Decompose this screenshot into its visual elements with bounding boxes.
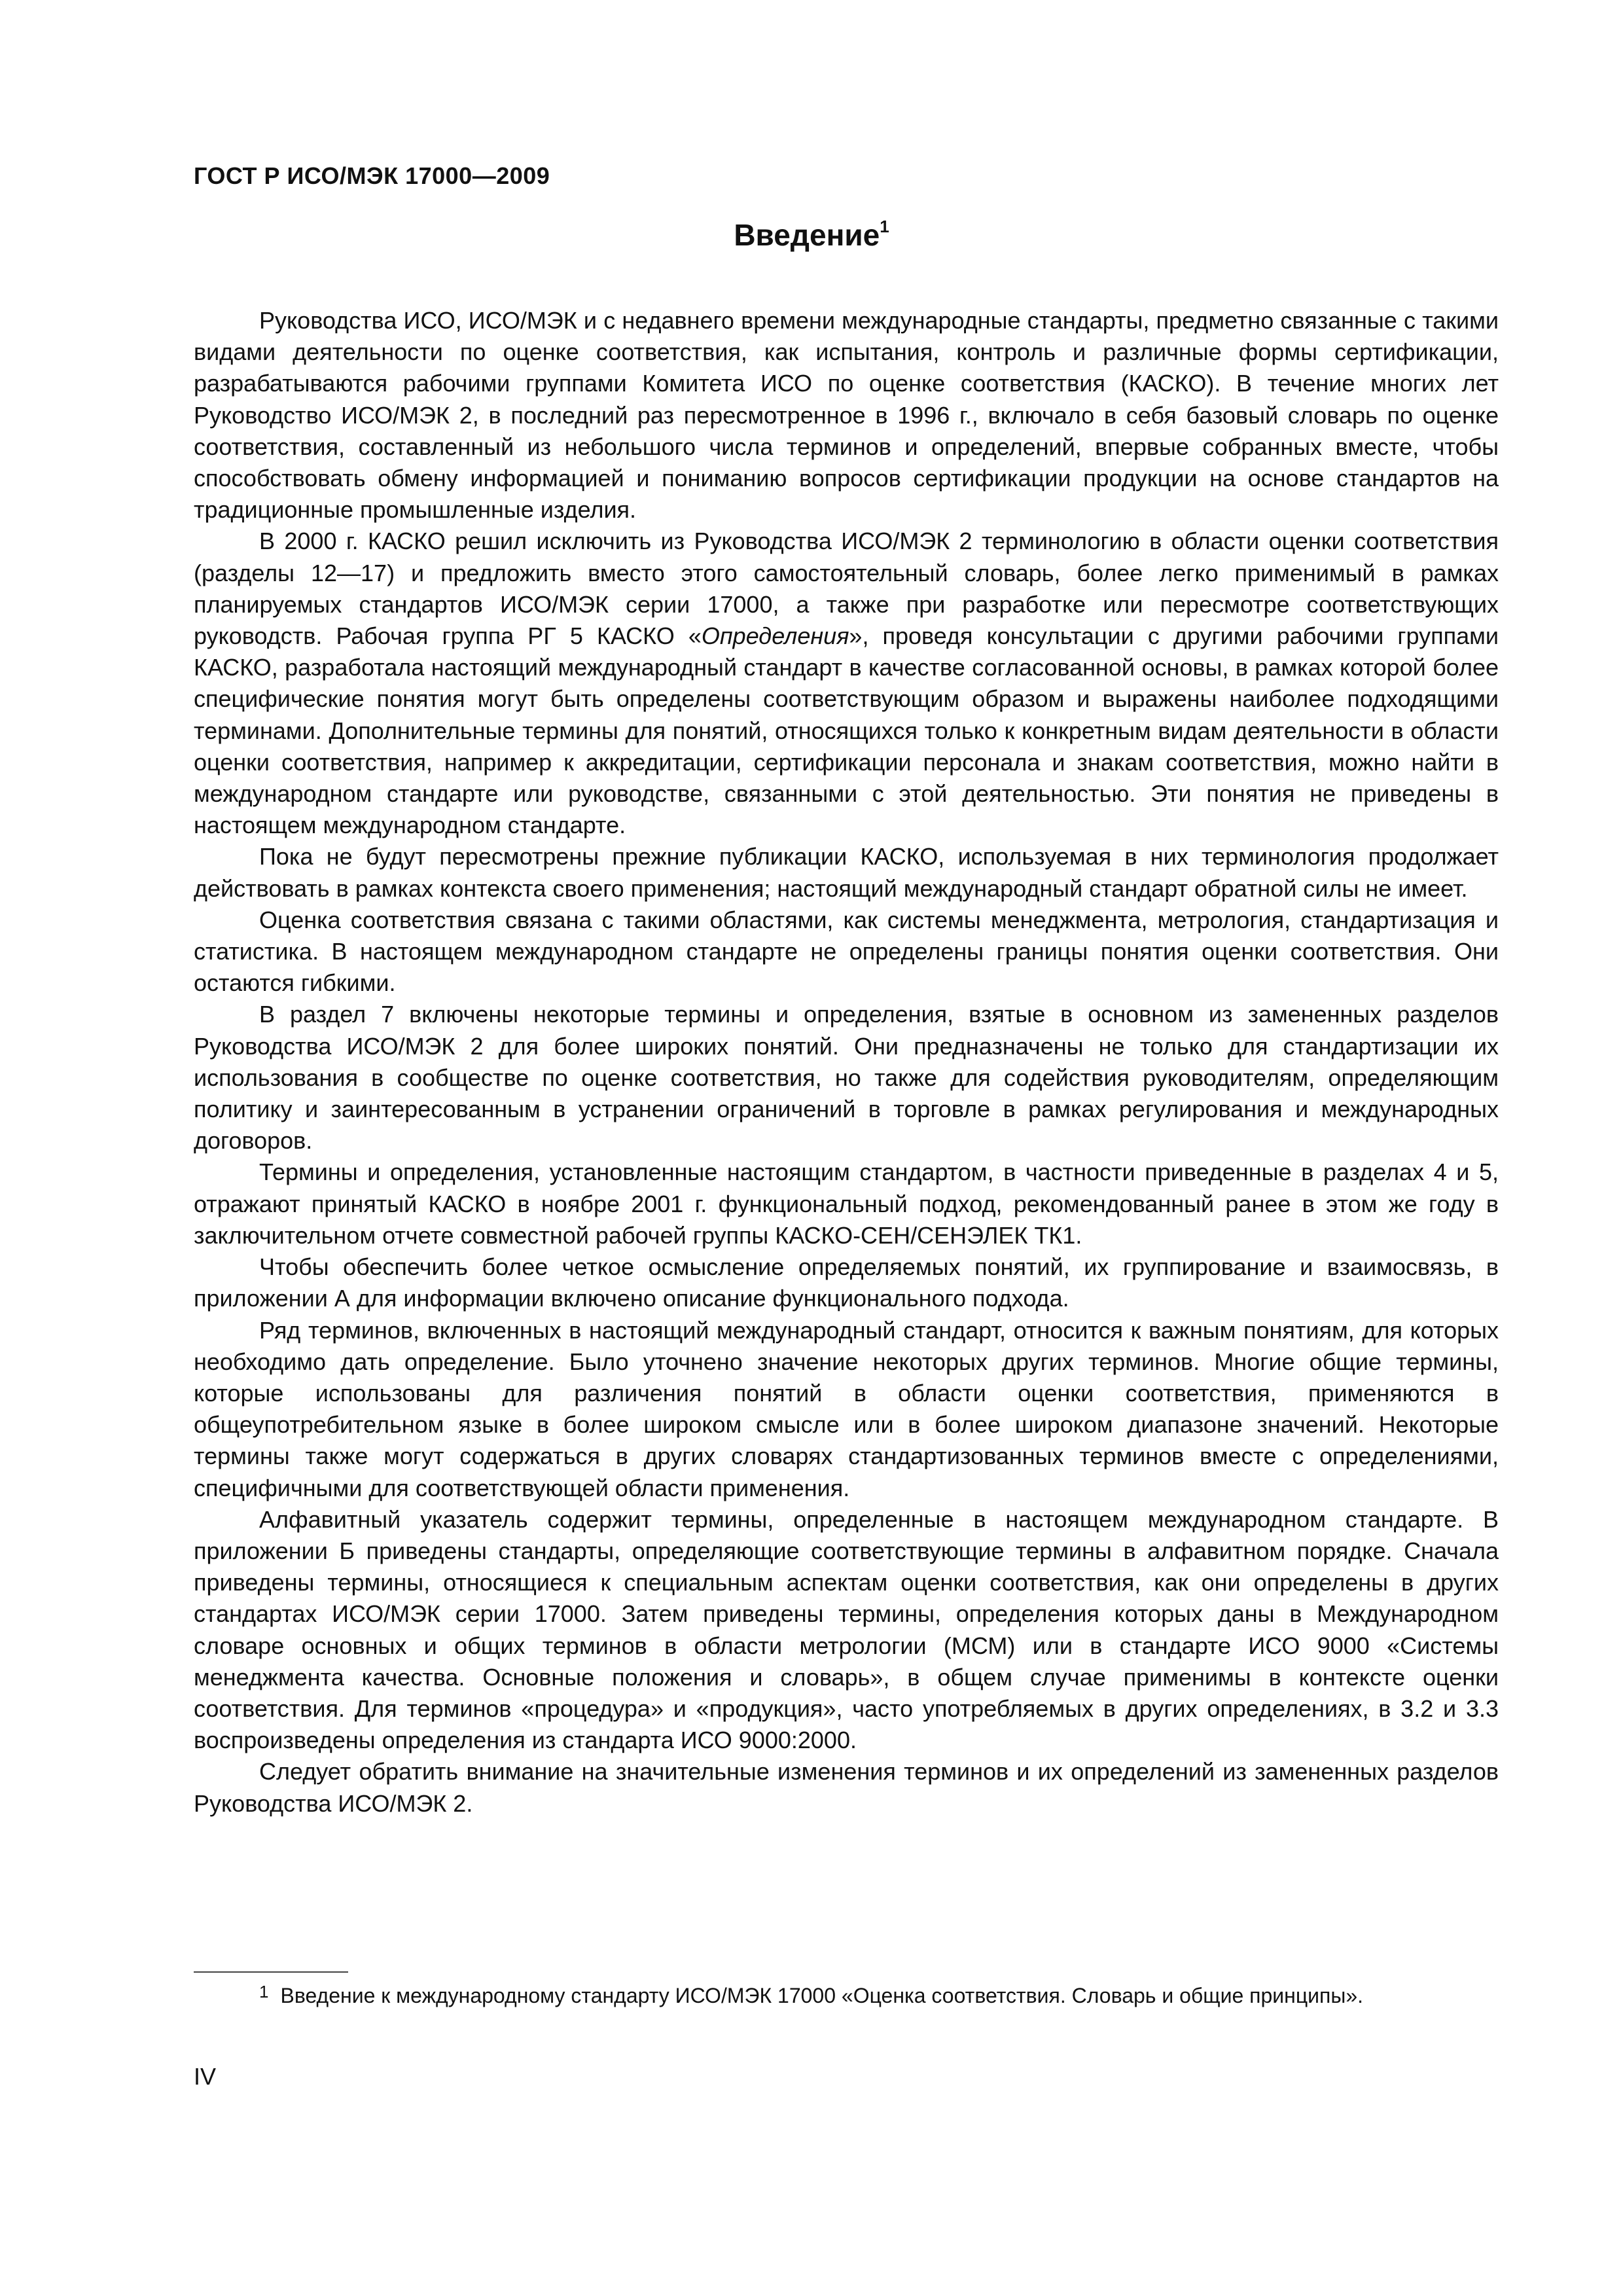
paragraph: Оценка соответствия связана с такими областями, как системы менеджмента, метрология, стандартизация и статистика. В настоящем международном стандарте не определены границы понятия оценки соответствия. Они остаются гибкими. [194, 906, 1499, 997]
page-title [0, 217, 1623, 253]
paragraph: Алфавитный указатель содержит термины, определенные в настоящем международном стандарте. В приложении Б приведены стандарты, определяющие соответствующие термины в алфавитном порядке. Сначала приведены термины, относящиеся к специальным аспектам оценки соответствия, как они определены в других стандартах ИСО/МЭК серии 17000. Затем приведены термины, определения которых даны в Международном словаре основных и общих терминов в области метрологии (МСМ) или в стандарте ИСО 9000 «Системы менеджмента качества. Основные положения и словарь», в общем случае применимы в контексте оценки соответствия. Для терминов «процедура» и «продукция», часто употребляемых в других определениях, в 3.2 и 3.3 воспроизведены определения из стандарта ИСО 9000:2000. [194, 1505, 1499, 1754]
footnote-mark: 1 [259, 1982, 269, 2001]
paragraph: Чтобы обеспечить более четкое осмысление определяемых понятий, их группирование и взаимосвязь, в приложении А для информации включено описание функционального подхода. [194, 1253, 1499, 1312]
title-footnote-ref[interactable]: 1 [880, 216, 889, 236]
footnote [194, 1981, 1499, 2012]
paragraph: Руководства ИСО, ИСО/МЭК и с недавнего времени международные стандарты, предметно связанные с такими видами деятельности по оценке соответствия, как испытания, контроль и различные формы сертификации, разрабатываются рабочими группами Комитета ИСО по оценке соответствия (КАСКО). В течение многих лет Руководство ИСО/МЭК 2, в последний раз пересмотренное в 1996 г., включало в себя базовый словарь по оценке соответствия, составленный из небольшого числа терминов и определений, впервые собранных вместе, чтобы способствовать обмену информацией и пониманию вопросов сертификации продукции на основе стандартов на традиционные промышленные изделия. [194, 307, 1499, 524]
paragraph [194, 526, 1499, 841]
emphasized-term: Определения [701, 622, 849, 650]
page-number: IV [194, 2063, 217, 2090]
paragraph: Термины и определения, установленные настоящим стандартом, в частности приведенные в разделах 4 и 5, отражают принятый КАСКО в ноябре 2001 г. функциональный подход, рекомендованный ранее в этом же году в заключительном отчете совместной рабочей группы КАСКО-СЕН/СЕНЭЛЕК ТК1. [194, 1158, 1499, 1249]
paragraph-text: В 2000 г. КАСКО решил исключить из Руководства ИСО/МЭК 2 терминологию в области оценки соответствия (разделы 12—17) и предложить вместо этого самостоятельный словарь, более легко применимый в рамках планируемых стандартов ИСО/МЭК серии 17000, а также при разработке или пересмотре соответствующих руководств. Рабочая группа РГ 5 КАСКО « [194, 528, 1499, 650]
document-header: ГОСТ Р ИСО/МЭК 17000—2009 [194, 162, 550, 189]
paragraph: Пока не будут пересмотрены прежние публикации КАСКО, используемая в них терминология продолжает действовать в рамках контекста своего применения; настоящий международный стандарт обратной силы не имеет. [194, 843, 1499, 902]
page-title-text: Введение [734, 218, 880, 252]
body-text [194, 305, 1499, 1820]
footnote-text: Введение к международному стандарту ИСО/МЭК 17000 «Оценка соответствия. Словарь и общие принципы». [280, 1984, 1364, 2007]
paragraph-text: », проведя консультации с другими рабочими группами КАСКО, разработала настоящий международный стандарт в качестве согласованной основы, в рамках которой более специфические понятия могут быть определены соответствующим образом и выражены наиболее подходящими терминами. Дополнительные термины для понятий, относящихся только к конкретным видам деятельности в области оценки соответствия, например к аккредитации, сертификации персонала и знакам соответствия, можно найти в международном стандарте или руководстве, связанными с этой деятельностью. Эти понятия не приведены в настоящем международном стандарте. [194, 622, 1499, 839]
paragraph: Ряд терминов, включенных в настоящий международный стандарт, относится к важным понятиям, для которых необходимо дать определение. Было уточнено значение некоторых других терминов. Многие общие термины, которые использованы для различения понятий в области оценки соответствия, применяются в общеупотребительном языке в более широком смысле или в более широком диапазоне значений. Некоторые термины также могут содержаться в других словарях стандартизованных терминов вместе с определениями, специфичными для соответствующей области применения. [194, 1316, 1499, 1501]
paragraph: Следует обратить внимание на значительные изменения терминов и их определений из замененных разделов Руководства ИСО/МЭК 2. [194, 1758, 1499, 1817]
footnote-divider [194, 1971, 348, 1973]
paragraph: В раздел 7 включены некоторые термины и определения, взятые в основном из замененных разделов Руководства ИСО/МЭК 2 для более широких понятий. Они предназначены не только для стандартизации их использования в сообществе по оценке соответствия, но также для содействия руководителям, определяющим политику и заинтересованным в устранении ограничений в торговле в рамках регулирования и международных договоров. [194, 1001, 1499, 1155]
